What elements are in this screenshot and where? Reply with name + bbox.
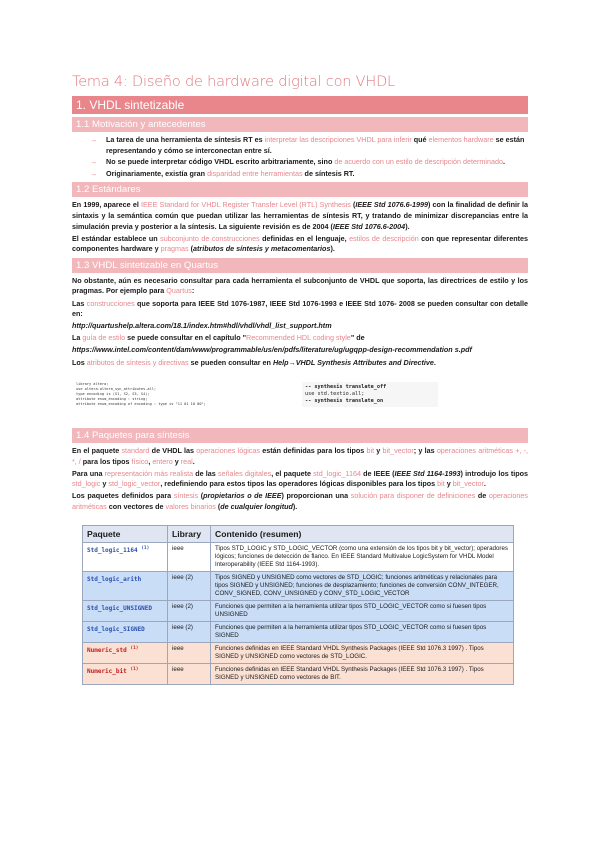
- packages-paragraph-2: Para una representación más realista de las señales digitales, el paquete std_logic_1164 de IEEE (IEEE Std 1164-1993) introdujo los tipos std_logic y std_logic_vector, redefiniendo para estos tipos las operadores lógicas disponibles para los tipos bit y bit_vector.: [72, 468, 529, 489]
- code-examples: [72, 376, 528, 422]
- arrow-right-icon: →: [90, 157, 98, 167]
- column-header-contenido: Contenido (resumen): [211, 525, 514, 542]
- table-row: Numeric_std $^{(1)}$ ieee Funciones definidas en IEEE Standard VHDL Synthesis Packages (IEEE Std 1076.3 1997) . Tipos SIGNED y UNSIGNED como vectores de STD_LOGIC.: [83, 642, 514, 663]
- packages-table: [82, 525, 514, 685]
- table-row: Std_logic_UNSIGNED ieee (2) Funciones que permiten a la herramienta utilizar tipos STD_LOGIC_VECTOR como si fuesen tipos UNSIGNED: [83, 600, 514, 621]
- arrow-right-icon: →: [90, 168, 98, 178]
- standards-paragraph-1: En 1999, aparece el IEEE Standard for VHDL Register Transfer Level (RTL) Synthesis (IEEE Std 1076.6-1999) con la finalidad de definir la sintaxis y la semántica común que puedan utilizar las herramientas de síntesis RT, y tratando de minimizar discrepancias entre la simulación previa y posterior a la síntesis. La siguiente revisión es de 2004 (IEEE Std 1076.6-2004).: [72, 200, 529, 231]
- subsection-heading-quartus: 1.3 VHDL sintetizable en Quartus: [72, 258, 528, 273]
- motivation-list: [72, 135, 528, 179]
- list-item: → La tarea de una herramienta de síntesis RT es interpretar las descripciones VHDL para inferir qué elementos hardware se están representando y cómo se interconectan entre sí.: [90, 135, 525, 155]
- quartus-help-url[interactable]: http://quartushelp.altera.com/18.1/index.htm#hdl/vhdl/vhdl_list_support.htm: [72, 321, 332, 331]
- subsection-heading-motivacion: 1.1 Motivación y antecedentes: [72, 117, 528, 132]
- intel-guide-url[interactable]: https://www.intel.com/content/dam/www/programmable/us/en/pdfs/literature/ug/ugqpp-design-recommendation s.pdf: [72, 345, 472, 355]
- quartus-paragraph-4: Los atributos de síntesis y directivas se pueden consultar en Help→VHDL Synthesis Attributes and Directive.: [72, 357, 436, 367]
- table-row: Std_logic_1164 $^{(1)}$ ieee Tipos STD_LOGIC y STD_LOGIC_VECTOR (como una extensión de los tipos bit y bit_vector); operadores lógicos; funciones de detección de flanco. En IEEE Standard Multivalue LogicSystem for VHDL Model Interoperability (IEEE Std 1164-1993).: [83, 542, 514, 571]
- subsection-heading-paquetes: 1.4 Paquetes para síntesis: [72, 428, 528, 443]
- document-page: [72, 74, 528, 685]
- document-title: Tema 4: Diseño de hardware digital con VHDL: [72, 74, 395, 90]
- subsection-heading-estandares: 1.2 Estándares: [72, 182, 528, 197]
- list-item: → No se puede interpretar código VHDL escrito arbitrariamente, sino de acuerdo con un estilo de descripción determinado.: [90, 157, 505, 167]
- column-header-library: Library: [168, 525, 211, 542]
- code-snippet-metacomments: -- synthesis translate_off use std.textio.all; -- synthesis translate_on: [302, 382, 438, 407]
- packages-paragraph-1: En el paquete standard de VHDL las operaciones lógicas están definidas para los tipos bit y bit_vector; y las operaciones aritméticas +, -, *, / para los tipos físico, entero y real.: [72, 446, 529, 466]
- standards-paragraph-2: El estándar establece un subconjunto de construcciones definidas en el lenguaje, estilos de descripción con que representar diferentes componentes hardware y pragmas (atributos de síntesis y metacomentarios).: [72, 233, 528, 254]
- packages-paragraph-3: Los paquetes definidos para síntesis (propietarios o de IEEE) proporcionan una solución para disponer de definiciones de operaciones aritméticas con vectores de valores binarios (de cualquier longitud).: [72, 491, 529, 512]
- arrow-right-icon: →: [90, 135, 98, 144]
- section-heading-vhdl-sintetizable: 1. VHDL sintetizable: [72, 96, 528, 114]
- quartus-paragraph-2: Las construcciones que soporta para IEEE Std 1076-1987, IEEE Std 1076-1993 e IEEE Std 1076- 2008 se pueden consultar con detalle en:: [72, 298, 528, 319]
- column-header-paquete: Paquete: [83, 525, 168, 542]
- code-snippet-attributes: library altera; use altera.altera_syn_attributes.all; type encoding is (S1, S2, S3, S4); attribute enum_encoding : string; attribute enum_encoding of encoding : type is "11 01 10 00";: [76, 382, 206, 407]
- table-row: Std_logic_SIGNED ieee (2) Funciones que permiten a la herramienta utilizar tipos STD_LOGIC_VECTOR como si fuesen tipos SIGNED: [83, 621, 514, 642]
- table-row: Numeric_bit $^{(1)}$ ieee Funciones definidas en IEEE Standard VHDL Synthesis Packages (IEEE Std 1076.3 1997) . Tipos SIGNED y UNSIGNED como vectores de BIT.: [83, 663, 514, 684]
- quartus-paragraph-1: No obstante, aún es necesario consultar para cada herramienta el subconjunto de VHDL que soporta, las directrices de estilo y los pragmas. Por ejemplo para Quartus:: [72, 275, 528, 296]
- quartus-paragraph-3: La guía de estilo se puede consultar en el capítulo "Recommended HDL coding style" de: [72, 333, 365, 343]
- table-row: Std_logic_arith ieee (2) Tipos SIGNED y UNSIGNED como vectores de STD_LOGIC; funciones aritméticas y relacionales para tipos SIGNED y UNSIGNED; funciones de desplazamiento; funciones de conversión CONV_INTEGER, CONV_SIGNED, CONV_UNSIGNED y CONV_STD_LOGIC_VECTOR: [83, 571, 514, 600]
- list-item: → Originariamente, existía gran disparidad entre herramientas de síntesis RT.: [90, 168, 355, 178]
